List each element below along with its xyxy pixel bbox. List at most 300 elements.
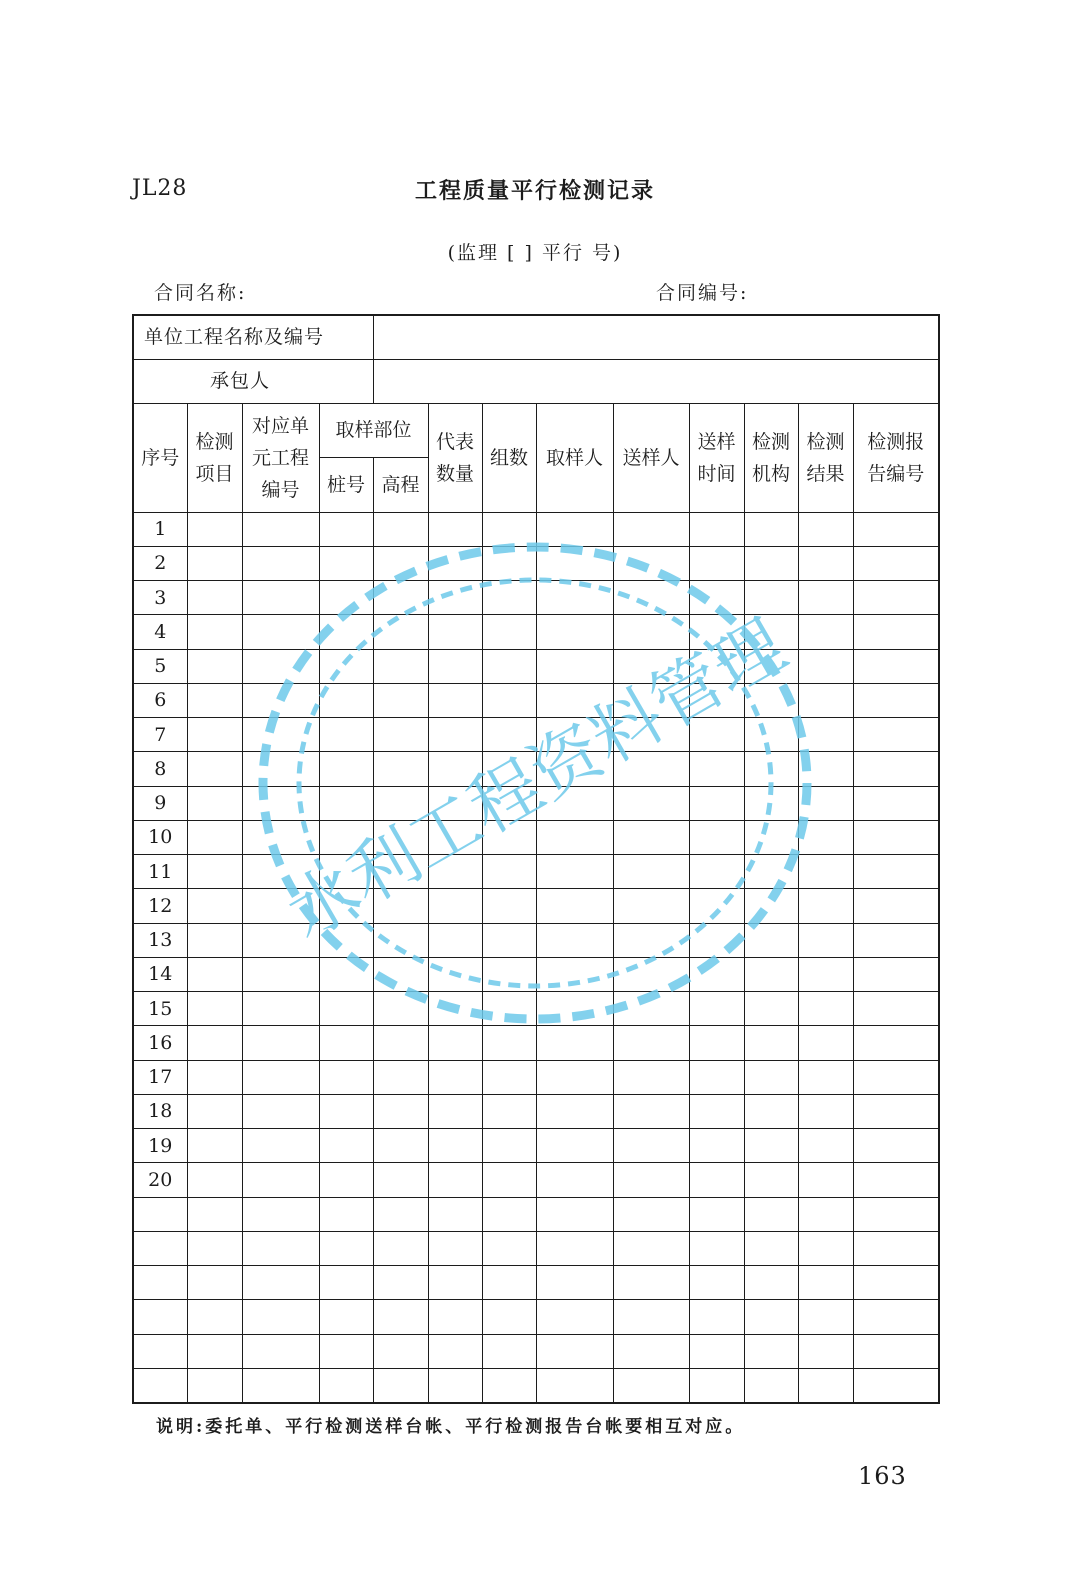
data-cell[interactable] <box>689 1266 744 1300</box>
data-cell[interactable] <box>536 1094 613 1128</box>
data-cell[interactable] <box>613 1163 689 1197</box>
data-cell[interactable] <box>187 855 242 889</box>
data-cell[interactable] <box>373 512 428 546</box>
data-cell[interactable] <box>319 512 373 546</box>
data-cell[interactable] <box>428 752 482 786</box>
data-cell[interactable] <box>242 923 319 957</box>
data-cell[interactable] <box>536 718 613 752</box>
data-cell[interactable] <box>744 1300 798 1334</box>
data-cell[interactable] <box>536 889 613 923</box>
data-cell[interactable] <box>689 1231 744 1265</box>
data-cell[interactable] <box>319 752 373 786</box>
data-cell[interactable] <box>428 683 482 717</box>
data-cell[interactable] <box>613 1026 689 1060</box>
data-cell[interactable] <box>428 957 482 991</box>
data-cell[interactable] <box>242 1266 319 1300</box>
data-cell[interactable] <box>689 1060 744 1094</box>
data-cell[interactable] <box>798 1129 853 1163</box>
data-cell[interactable] <box>319 683 373 717</box>
data-cell[interactable] <box>536 1231 613 1265</box>
data-cell[interactable] <box>536 992 613 1026</box>
data-cell[interactable] <box>428 1368 482 1402</box>
data-cell[interactable] <box>482 1163 536 1197</box>
data-cell[interactable] <box>482 786 536 820</box>
data-cell[interactable] <box>798 1231 853 1265</box>
data-cell[interactable] <box>373 1060 428 1094</box>
data-cell[interactable] <box>428 1129 482 1163</box>
data-cell[interactable] <box>482 1266 536 1300</box>
data-cell[interactable] <box>853 855 939 889</box>
data-cell[interactable] <box>187 615 242 649</box>
data-cell[interactable] <box>242 786 319 820</box>
data-cell[interactable] <box>689 752 744 786</box>
data-cell[interactable] <box>536 1368 613 1402</box>
data-cell[interactable] <box>798 992 853 1026</box>
data-cell[interactable] <box>187 512 242 546</box>
data-cell[interactable] <box>482 581 536 615</box>
data-cell[interactable] <box>853 581 939 615</box>
data-cell[interactable] <box>428 1231 482 1265</box>
data-cell[interactable] <box>242 512 319 546</box>
data-cell[interactable] <box>853 1026 939 1060</box>
data-cell[interactable] <box>536 923 613 957</box>
data-cell[interactable] <box>536 512 613 546</box>
data-cell[interactable] <box>373 1163 428 1197</box>
data-cell[interactable] <box>689 512 744 546</box>
data-cell[interactable] <box>744 786 798 820</box>
data-cell[interactable] <box>613 855 689 889</box>
data-cell[interactable] <box>187 649 242 683</box>
data-cell[interactable] <box>536 1026 613 1060</box>
data-cell[interactable] <box>853 1300 939 1334</box>
data-cell[interactable] <box>798 1163 853 1197</box>
data-cell[interactable] <box>744 820 798 854</box>
data-cell[interactable] <box>482 752 536 786</box>
data-cell[interactable] <box>373 1129 428 1163</box>
data-cell[interactable] <box>798 752 853 786</box>
data-cell[interactable] <box>242 1094 319 1128</box>
data-cell[interactable] <box>373 1266 428 1300</box>
data-cell[interactable] <box>482 1231 536 1265</box>
data-cell[interactable] <box>744 1368 798 1402</box>
data-cell[interactable] <box>373 992 428 1026</box>
data-cell[interactable] <box>242 1026 319 1060</box>
data-cell[interactable] <box>744 1197 798 1231</box>
data-cell[interactable] <box>853 957 939 991</box>
data-cell[interactable] <box>187 1231 242 1265</box>
data-cell[interactable] <box>373 1300 428 1334</box>
data-cell[interactable] <box>744 1266 798 1300</box>
data-cell[interactable] <box>798 957 853 991</box>
data-cell[interactable] <box>373 1368 428 1402</box>
data-cell[interactable] <box>319 786 373 820</box>
data-cell[interactable] <box>242 752 319 786</box>
data-cell[interactable] <box>428 649 482 683</box>
data-cell[interactable] <box>482 1368 536 1402</box>
data-cell[interactable] <box>319 1026 373 1060</box>
data-cell[interactable] <box>187 957 242 991</box>
data-cell[interactable] <box>319 992 373 1026</box>
data-cell[interactable] <box>536 1129 613 1163</box>
data-cell[interactable] <box>613 683 689 717</box>
data-cell[interactable] <box>744 1094 798 1128</box>
data-cell[interactable] <box>373 581 428 615</box>
data-cell[interactable] <box>613 512 689 546</box>
data-cell[interactable] <box>853 1129 939 1163</box>
data-cell[interactable] <box>536 546 613 580</box>
data-cell[interactable] <box>242 649 319 683</box>
data-cell[interactable] <box>187 923 242 957</box>
data-cell[interactable] <box>689 1163 744 1197</box>
data-cell[interactable] <box>689 820 744 854</box>
data-cell[interactable] <box>536 820 613 854</box>
data-cell[interactable] <box>798 683 853 717</box>
data-cell[interactable] <box>853 1060 939 1094</box>
data-cell[interactable] <box>482 1300 536 1334</box>
data-cell[interactable] <box>319 1368 373 1402</box>
data-cell[interactable] <box>613 615 689 649</box>
data-cell[interactable] <box>373 820 428 854</box>
data-cell[interactable] <box>853 752 939 786</box>
data-cell[interactable] <box>613 1334 689 1368</box>
data-cell[interactable] <box>613 1094 689 1128</box>
data-cell[interactable] <box>187 752 242 786</box>
data-cell[interactable] <box>613 581 689 615</box>
data-cell[interactable] <box>428 820 482 854</box>
data-cell[interactable] <box>613 957 689 991</box>
data-cell[interactable] <box>853 649 939 683</box>
data-cell[interactable] <box>689 1197 744 1231</box>
data-cell[interactable] <box>613 1368 689 1402</box>
data-cell[interactable] <box>536 683 613 717</box>
data-cell[interactable] <box>853 1368 939 1402</box>
data-cell[interactable] <box>689 546 744 580</box>
data-cell[interactable] <box>187 1266 242 1300</box>
data-cell[interactable] <box>613 992 689 1026</box>
data-cell[interactable] <box>536 1060 613 1094</box>
data-cell[interactable] <box>373 1334 428 1368</box>
data-cell[interactable] <box>482 820 536 854</box>
data-cell[interactable] <box>536 1334 613 1368</box>
data-cell[interactable] <box>744 1129 798 1163</box>
data-cell[interactable] <box>482 1026 536 1060</box>
data-cell[interactable] <box>613 1300 689 1334</box>
data-cell[interactable] <box>242 718 319 752</box>
data-cell[interactable] <box>187 992 242 1026</box>
data-cell[interactable] <box>319 1129 373 1163</box>
data-cell[interactable] <box>613 1060 689 1094</box>
data-cell[interactable] <box>242 615 319 649</box>
data-cell[interactable] <box>798 718 853 752</box>
data-cell[interactable] <box>798 855 853 889</box>
unit-project-value[interactable] <box>373 315 939 359</box>
data-cell[interactable] <box>482 923 536 957</box>
data-cell[interactable] <box>536 1163 613 1197</box>
data-cell[interactable] <box>744 957 798 991</box>
data-cell[interactable] <box>428 1197 482 1231</box>
data-cell[interactable] <box>853 615 939 649</box>
data-cell[interactable] <box>319 820 373 854</box>
data-cell[interactable] <box>744 546 798 580</box>
data-cell[interactable] <box>744 1231 798 1265</box>
data-cell[interactable] <box>689 992 744 1026</box>
data-cell[interactable] <box>744 1163 798 1197</box>
data-cell[interactable] <box>744 1060 798 1094</box>
data-cell[interactable] <box>689 649 744 683</box>
data-cell[interactable] <box>744 683 798 717</box>
data-cell[interactable] <box>242 1060 319 1094</box>
data-cell[interactable] <box>482 1060 536 1094</box>
data-cell[interactable] <box>187 820 242 854</box>
data-cell[interactable] <box>613 1129 689 1163</box>
data-cell[interactable] <box>536 786 613 820</box>
data-cell[interactable] <box>482 546 536 580</box>
data-cell[interactable] <box>613 1231 689 1265</box>
data-cell[interactable] <box>373 718 428 752</box>
data-cell[interactable] <box>428 615 482 649</box>
data-cell[interactable] <box>482 1334 536 1368</box>
data-cell[interactable] <box>319 1163 373 1197</box>
data-cell[interactable] <box>428 512 482 546</box>
data-cell[interactable] <box>744 992 798 1026</box>
data-cell[interactable] <box>187 683 242 717</box>
data-cell[interactable] <box>373 923 428 957</box>
data-cell[interactable] <box>319 1266 373 1300</box>
data-cell[interactable] <box>744 855 798 889</box>
data-cell[interactable] <box>373 1231 428 1265</box>
data-cell[interactable] <box>373 1197 428 1231</box>
data-cell[interactable] <box>689 923 744 957</box>
data-cell[interactable] <box>373 752 428 786</box>
data-cell[interactable] <box>536 855 613 889</box>
data-cell[interactable] <box>853 1231 939 1265</box>
data-cell[interactable] <box>853 1266 939 1300</box>
data-cell[interactable] <box>373 786 428 820</box>
data-cell[interactable] <box>536 1197 613 1231</box>
data-cell[interactable] <box>744 718 798 752</box>
data-cell[interactable] <box>242 1300 319 1334</box>
data-cell[interactable] <box>319 581 373 615</box>
data-cell[interactable] <box>482 1094 536 1128</box>
data-cell[interactable] <box>798 923 853 957</box>
data-cell[interactable] <box>613 1266 689 1300</box>
data-cell[interactable] <box>798 546 853 580</box>
data-cell[interactable] <box>689 615 744 649</box>
data-cell[interactable] <box>187 581 242 615</box>
data-cell[interactable] <box>319 1094 373 1128</box>
data-cell[interactable] <box>744 752 798 786</box>
data-cell[interactable] <box>242 855 319 889</box>
data-cell[interactable] <box>853 718 939 752</box>
data-cell[interactable] <box>798 1060 853 1094</box>
data-cell[interactable] <box>242 889 319 923</box>
data-cell[interactable] <box>798 1368 853 1402</box>
data-cell[interactable] <box>482 1197 536 1231</box>
data-cell[interactable] <box>428 992 482 1026</box>
data-cell[interactable] <box>853 820 939 854</box>
data-cell[interactable] <box>482 855 536 889</box>
data-cell[interactable] <box>482 1129 536 1163</box>
data-cell[interactable] <box>428 1300 482 1334</box>
data-cell[interactable] <box>319 546 373 580</box>
data-cell[interactable] <box>428 786 482 820</box>
data-cell[interactable] <box>428 923 482 957</box>
data-cell[interactable] <box>373 889 428 923</box>
data-cell[interactable] <box>536 581 613 615</box>
data-cell[interactable] <box>482 718 536 752</box>
data-cell[interactable] <box>798 1300 853 1334</box>
data-cell[interactable] <box>853 512 939 546</box>
data-cell[interactable] <box>482 512 536 546</box>
data-cell[interactable] <box>187 1300 242 1334</box>
data-cell[interactable] <box>319 615 373 649</box>
data-cell[interactable] <box>689 957 744 991</box>
data-cell[interactable] <box>689 683 744 717</box>
data-cell[interactable] <box>373 1094 428 1128</box>
data-cell[interactable] <box>536 615 613 649</box>
data-cell[interactable] <box>242 683 319 717</box>
data-cell[interactable] <box>242 957 319 991</box>
data-cell[interactable] <box>689 855 744 889</box>
data-cell[interactable] <box>187 889 242 923</box>
data-cell[interactable] <box>373 615 428 649</box>
data-cell[interactable] <box>689 1094 744 1128</box>
data-cell[interactable] <box>428 1060 482 1094</box>
data-cell[interactable] <box>187 786 242 820</box>
data-cell[interactable] <box>242 581 319 615</box>
data-cell[interactable] <box>798 512 853 546</box>
data-cell[interactable] <box>853 1334 939 1368</box>
data-cell[interactable] <box>689 1334 744 1368</box>
data-cell[interactable] <box>242 992 319 1026</box>
data-cell[interactable] <box>798 1094 853 1128</box>
data-cell[interactable] <box>744 512 798 546</box>
data-cell[interactable] <box>187 718 242 752</box>
data-cell[interactable] <box>373 546 428 580</box>
data-cell[interactable] <box>853 546 939 580</box>
data-cell[interactable] <box>689 718 744 752</box>
data-cell[interactable] <box>428 718 482 752</box>
data-cell[interactable] <box>319 889 373 923</box>
data-cell[interactable] <box>319 855 373 889</box>
data-cell[interactable] <box>428 889 482 923</box>
data-cell[interactable] <box>744 581 798 615</box>
data-cell[interactable] <box>689 786 744 820</box>
data-cell[interactable] <box>798 1026 853 1060</box>
data-cell[interactable] <box>373 855 428 889</box>
data-cell[interactable] <box>798 1197 853 1231</box>
data-cell[interactable] <box>613 718 689 752</box>
data-cell[interactable] <box>853 1163 939 1197</box>
data-cell[interactable] <box>798 1266 853 1300</box>
data-cell[interactable] <box>428 1026 482 1060</box>
data-cell[interactable] <box>373 957 428 991</box>
data-cell[interactable] <box>689 889 744 923</box>
data-cell[interactable] <box>242 1129 319 1163</box>
data-cell[interactable] <box>482 683 536 717</box>
data-cell[interactable] <box>689 1300 744 1334</box>
data-cell[interactable] <box>798 615 853 649</box>
data-cell[interactable] <box>319 923 373 957</box>
data-cell[interactable] <box>482 889 536 923</box>
data-cell[interactable] <box>373 683 428 717</box>
data-cell[interactable] <box>319 1060 373 1094</box>
data-cell[interactable] <box>744 889 798 923</box>
data-cell[interactable] <box>428 1334 482 1368</box>
data-cell[interactable] <box>187 546 242 580</box>
data-cell[interactable] <box>187 1197 242 1231</box>
data-cell[interactable] <box>744 1334 798 1368</box>
data-cell[interactable] <box>853 683 939 717</box>
data-cell[interactable] <box>853 923 939 957</box>
data-cell[interactable] <box>187 1094 242 1128</box>
data-cell[interactable] <box>242 546 319 580</box>
contractor-value[interactable] <box>373 359 939 403</box>
data-cell[interactable] <box>689 1026 744 1060</box>
data-cell[interactable] <box>187 1368 242 1402</box>
data-cell[interactable] <box>187 1026 242 1060</box>
data-cell[interactable] <box>428 1163 482 1197</box>
data-cell[interactable] <box>613 752 689 786</box>
data-cell[interactable] <box>187 1060 242 1094</box>
data-cell[interactable] <box>853 1094 939 1128</box>
data-cell[interactable] <box>428 1094 482 1128</box>
data-cell[interactable] <box>689 581 744 615</box>
data-cell[interactable] <box>482 992 536 1026</box>
data-cell[interactable] <box>373 649 428 683</box>
data-cell[interactable] <box>613 923 689 957</box>
data-cell[interactable] <box>242 1368 319 1402</box>
data-cell[interactable] <box>536 957 613 991</box>
data-cell[interactable] <box>744 1026 798 1060</box>
data-cell[interactable] <box>744 923 798 957</box>
data-cell[interactable] <box>187 1129 242 1163</box>
data-cell[interactable] <box>798 786 853 820</box>
data-cell[interactable] <box>242 1334 319 1368</box>
data-cell[interactable] <box>536 752 613 786</box>
data-cell[interactable] <box>798 889 853 923</box>
data-cell[interactable] <box>536 649 613 683</box>
data-cell[interactable] <box>428 581 482 615</box>
data-cell[interactable] <box>187 1334 242 1368</box>
data-cell[interactable] <box>319 718 373 752</box>
data-cell[interactable] <box>373 1026 428 1060</box>
data-cell[interactable] <box>428 546 482 580</box>
data-cell[interactable] <box>798 649 853 683</box>
data-cell[interactable] <box>853 992 939 1026</box>
data-cell[interactable] <box>798 820 853 854</box>
data-cell[interactable] <box>319 1231 373 1265</box>
data-cell[interactable] <box>689 1368 744 1402</box>
data-cell[interactable] <box>242 1163 319 1197</box>
data-cell[interactable] <box>428 1266 482 1300</box>
data-cell[interactable] <box>613 546 689 580</box>
data-cell[interactable] <box>613 649 689 683</box>
data-cell[interactable] <box>744 615 798 649</box>
data-cell[interactable] <box>613 889 689 923</box>
data-cell[interactable] <box>613 786 689 820</box>
data-cell[interactable] <box>319 1197 373 1231</box>
data-cell[interactable] <box>853 889 939 923</box>
data-cell[interactable] <box>853 786 939 820</box>
data-cell[interactable] <box>536 1266 613 1300</box>
data-cell[interactable] <box>744 649 798 683</box>
data-cell[interactable] <box>319 1334 373 1368</box>
data-cell[interactable] <box>319 649 373 683</box>
data-cell[interactable] <box>798 1334 853 1368</box>
data-cell[interactable] <box>187 1163 242 1197</box>
data-cell[interactable] <box>242 1231 319 1265</box>
